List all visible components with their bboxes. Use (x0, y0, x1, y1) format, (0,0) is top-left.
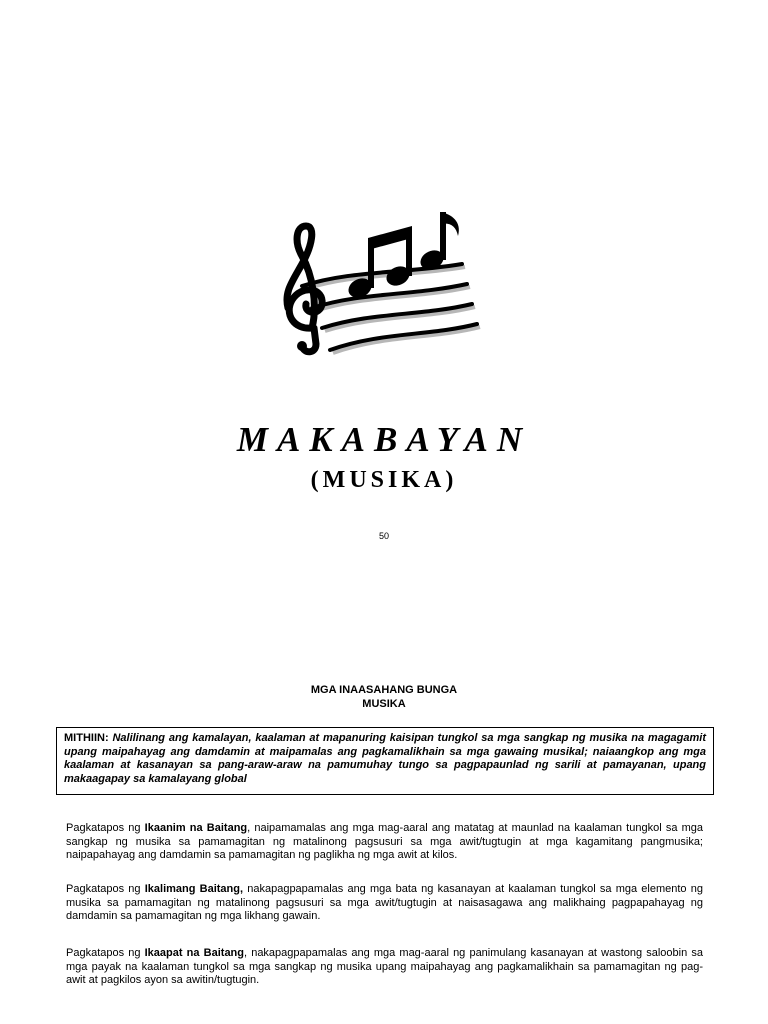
section-heading-line1: MGA INAASAHANG BUNGA (310, 684, 458, 696)
paragraph-lead: Pagkatapos ng (66, 883, 145, 895)
paragraph-grade-5 (66, 883, 703, 924)
goal-text: Nalilinang ang kamalayan, kaalaman at mapanuring kaisipan tungkol sa mga sangkap ng musika na magagamit upang maipahayag ang damdamin at maipamalas ang pagkamalikhain sa mga gawaing musikal; naiaangkop ang mga kaalaman at kasanayan sa pang-araw-araw na pamumuhay tungo sa pagpapaunlad ng sarili at pamayanan, upang makaagapay sa kamalayang global (64, 732, 706, 785)
section-heading-line2: MUSIKA (362, 698, 406, 710)
paragraph-body: , naipamamalas ang mga mag-aaral ang matatag at maunlad na kaalaman tungkol sa mga sangkap ng musika sa pamamagitan ng matalinong pagsusuri sa mga awit/tugtugin at mga kagamitang pangmusika; naipapahayag ang damdamin sa pamamagitan ng paglikha ng mga awit at kilos. (66, 822, 703, 861)
music-notes-staff-icon (272, 204, 482, 360)
paragraph-body: nakapagpapamalas ang mga bata ng kasanayan at kaalaman tungkol sa mga elemento ng musika sa pamamagitan ng matalinong pagsusuri sa mga awit/tugtugin at naisasagawa ang malikhaing pagpapahayag ng damdamin sa pamamagitan ng mga likhang gawain. (66, 883, 703, 922)
grade-label: Ikalimang Baitang, (144, 883, 244, 895)
goal-box (56, 727, 714, 795)
paragraph-lead: Pagkatapos ng (66, 947, 145, 959)
goal-label: MITHIIN: (64, 732, 109, 744)
grade-label: Ikaapat na Baitang (144, 947, 244, 959)
page-number: 50 (378, 531, 389, 541)
page-title: MAKABAYAN (236, 420, 532, 459)
paragraph-lead: Pagkatapos ng (66, 822, 145, 834)
paragraph-grade-4 (66, 947, 703, 988)
section-heading (0, 683, 768, 711)
grade-label: Ikaanim na Baitang (144, 822, 248, 834)
page-subtitle: (MUSIKA) (310, 467, 458, 493)
paragraph-grade-6 (66, 822, 703, 863)
paragraph-body: , nakapagpapamalas ang mga mag-aaral ng panimulang kasanayan at wastong saloobin sa mga payak na kaalaman tungkol sa mga sangkap ng musika upang maipahayag ang pagkamalikhain sa pamamagitan ng pag-awit at pagkilos ayon sa awitin/tugtugin. (66, 947, 703, 986)
